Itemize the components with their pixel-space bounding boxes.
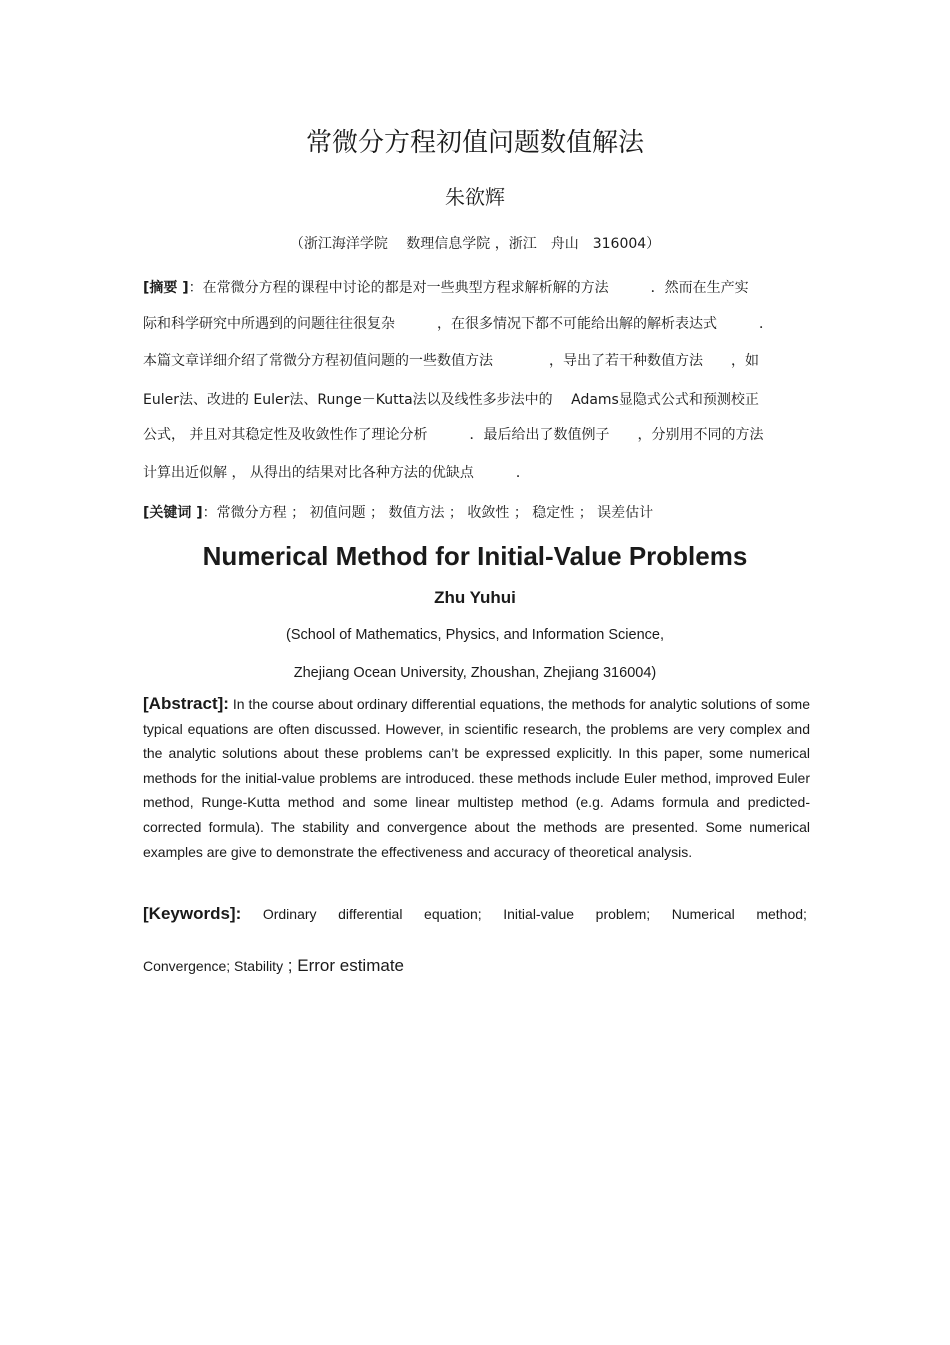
affiliation-chinese: （浙江海洋学院 数理信息学院 ，浙江 舟山 316004） [289,236,661,252]
abstract-chinese-line: 本篇文章详细介绍了常微分方程初值问题的一些数值方法 ，导出了若干种数值方法 ，如 [143,353,759,369]
keyword-word: Ordinary [262,906,317,922]
abstract-english-text: In the course about ordinary differential equations, the methods for analytic solutions of some typical equations are often discussed. However, in scientific research, the problems are very complex and the analytic solutions about these problems can’t be expressed explicitly. In this paper, some numerical methods for the initial-value problems are introduced. these methods include Euler method, improved Euler method, Runge-Kutta method and some linear multistep method (e.g. Adams formula and predicted-corrected formula). The stability and convergence about the methods are presented. Some numerical examples are give to demonstrate the effectiveness and accuracy of theoretical analysis. [143,696,810,860]
abstract-chinese-label: [摘要 ] [143,280,189,296]
keywords-english-label: [Keywords]: [143,904,242,923]
keywords-chinese-text: ：常微分方程 ； 初值问题 ； 数值方法 ； 收敛性 ； 稳定性 ； 误差估计 [202,505,654,521]
abstract-chinese-line: 际和科学研究中所遇到的问题往往很复杂 ，在很多情况下都不可能给出解的解析表达式 ． [143,316,773,332]
affiliation-english-line-1: (School of Mathematics, Physics, and Information Science, [286,627,664,643]
keyword-word: Numerical [671,906,735,922]
abstract-chinese-text: ：在常微分方程的课程中讨论的都是对一些典型方程求解析解的方法 ．然而在生产实 [188,280,749,296]
keywords-english-part-a: Convergence; Stability [143,958,284,974]
keywords-english-line-1 [143,904,807,924]
keyword-word: problem; [595,906,651,922]
keyword-word: method; [756,906,807,922]
keywords-chinese-label: [关键词 ] [143,505,203,521]
author-english: Zhu Yuhui [434,588,516,607]
abstract-chinese-line: Euler法、改进的 Euler法、Runge－Kutta法以及线性多步法中的 Adams显隐式公式和预测校正 [143,392,759,408]
keyword-word: Initial-value [503,906,575,922]
keyword-word: differential [338,906,403,922]
author-chinese: 朱欲辉 [445,185,505,209]
abstract-chinese-line: 公式， 并且对其稳定性及收敛性作了理论分析 ．最后给出了数值例子 ，分别用不同的方法 [143,427,764,443]
keywords-english-part-b: ; Error estimate [283,956,404,975]
abstract-english [143,692,810,864]
abstract-chinese-line [143,277,749,297]
affiliation-english-line-2: Zhejiang Ocean University, Zhoushan, Zhejiang 316004) [293,665,657,681]
title-chinese: 常微分方程初值问题数值解法 [305,128,644,158]
abstract-english-label: [Abstract]: [143,694,229,713]
keywords-chinese [143,502,653,522]
keyword-word: equation; [424,906,482,922]
abstract-chinese-line: 计算出近似解 ， 从得出的结果对比各种方法的优缺点 ． [143,465,530,481]
title-english: Numerical Method for Initial-Value Problems [202,541,748,571]
keywords-english-line-2 [143,956,404,976]
